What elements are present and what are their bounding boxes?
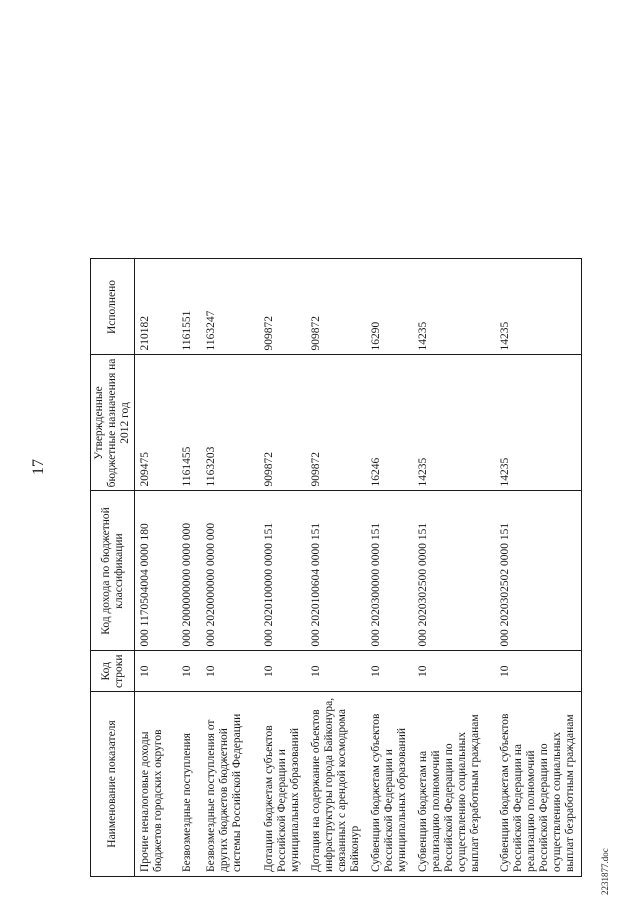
table-row (259, 259, 306, 877)
row-code: 10 (366, 651, 413, 692)
row-executed: 1161551 (177, 259, 201, 355)
row-income-code: 000 2020000000 0000 000 (201, 491, 259, 651)
row-name: Дотация на содержание объектов инфраструктуры города Байконура, связанных с арендой космодрома Байконур (306, 692, 366, 877)
page-number: 17 (30, 459, 47, 475)
row-code: 10 (177, 651, 201, 692)
row-code: 10 (306, 651, 366, 692)
row-approved: 1163203 (201, 355, 259, 491)
row-approved: 909872 (259, 355, 306, 491)
row-income-code: 000 2020302502 0000 151 (495, 491, 582, 651)
budget-table (90, 258, 582, 877)
row-executed: 16290 (366, 259, 413, 355)
row-income-code: 000 2020300000 0000 151 (366, 491, 413, 651)
row-approved: 1161455 (177, 355, 201, 491)
table-row (135, 259, 177, 877)
row-name: Прочие неналоговые доходы бюджетов городских округов (135, 692, 177, 877)
table-row (201, 259, 259, 877)
row-approved: 14235 (495, 355, 582, 491)
table-row (366, 259, 413, 877)
row-executed: 1163247 (201, 259, 259, 355)
row-code: 10 (495, 651, 582, 692)
document-id: 2231877.doc (600, 848, 610, 895)
row-name: Субвенции бюджетам субъектов Российской Федерации и муниципальных образований (366, 692, 413, 877)
header-code: Код строки (91, 651, 135, 692)
row-income-code: 000 2020100000 0000 151 (259, 491, 306, 651)
table-row (495, 259, 582, 877)
row-executed: 909872 (306, 259, 366, 355)
header-income-code: Код дохода по бюджетной классификации (91, 491, 135, 651)
row-executed: 14235 (495, 259, 582, 355)
row-income-code: 000 2000000000 0000 000 (177, 491, 201, 651)
row-approved: 16246 (366, 355, 413, 491)
header-executed: Исполнено (91, 259, 135, 355)
row-executed: 909872 (259, 259, 306, 355)
row-name: Субвенции бюджетам на реализацию полномочий Российской Федерации по осуществлению социальных выплат безработным гражданам (413, 692, 495, 877)
row-code: 10 (259, 651, 306, 692)
row-approved: 209475 (135, 355, 177, 491)
table-row (306, 259, 366, 877)
row-income-code: 000 2020302500 0000 151 (413, 491, 495, 651)
table-header-row (91, 259, 135, 877)
row-executed: 14235 (413, 259, 495, 355)
row-name: Безвозмездные поступления от других бюджетов бюджетной системы Российской Федерации (201, 692, 259, 877)
row-code: 10 (413, 651, 495, 692)
table-row (413, 259, 495, 877)
row-code: 10 (201, 651, 259, 692)
row-approved: 14235 (413, 355, 495, 491)
row-approved: 909872 (306, 355, 366, 491)
header-approved: Утвержденные бюджетные назначения на 2012 год (91, 355, 135, 491)
row-name: Субвенции бюджетам субъектов Российской Федерации на реализацию полномочий Российской Федерации по осуществлению социальных выплат безработным гражданам (495, 692, 582, 877)
row-code: 10 (135, 651, 177, 692)
row-executed: 210182 (135, 259, 177, 355)
table-row (177, 259, 201, 877)
header-name: Наименование показателя (91, 692, 135, 877)
row-name: Безвозмездные поступления (177, 692, 201, 877)
row-income-code: 000 1170504004 0000 180 (135, 491, 177, 651)
row-income-code: 000 2020100604 0000 151 (306, 491, 366, 651)
row-name: Дотации бюджетам субъектов Российской Федерации и муниципальных образований (259, 692, 306, 877)
